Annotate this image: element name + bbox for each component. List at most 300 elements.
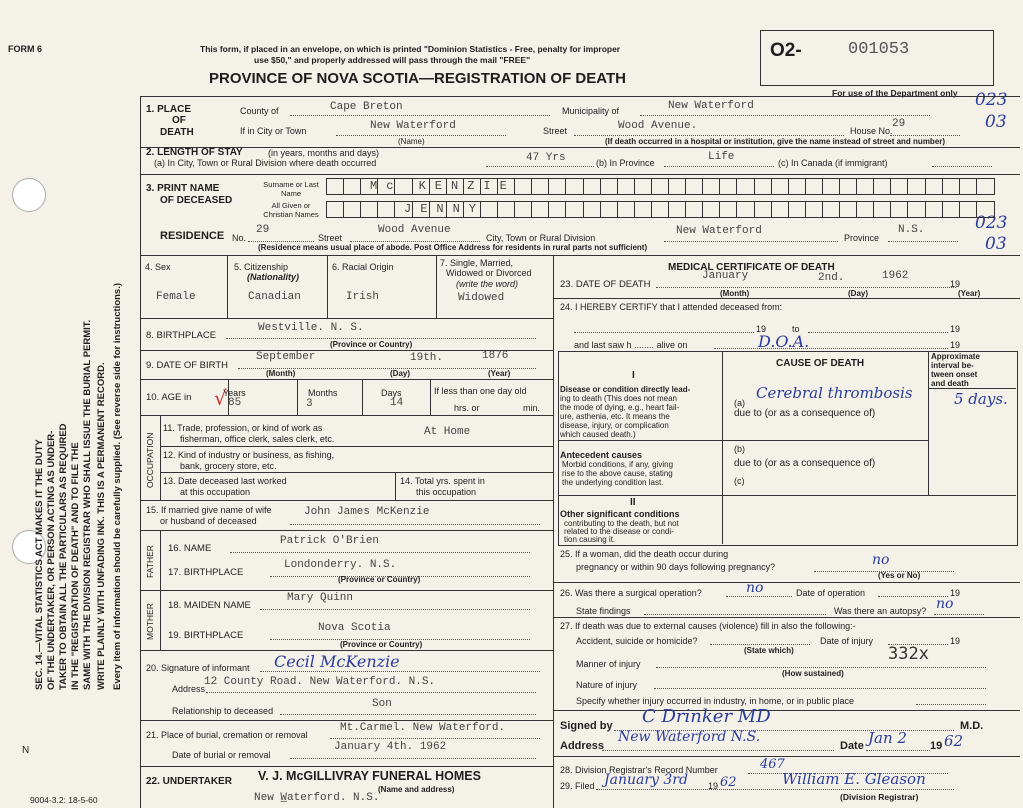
name-cell-divider <box>976 178 977 194</box>
name-cell-divider <box>907 178 908 194</box>
autopsy-line <box>934 614 984 615</box>
name-cell-divider <box>942 178 943 194</box>
rule-13 <box>140 720 553 721</box>
name-caption: (Name) <box>398 137 425 146</box>
name-cell-divider <box>959 178 960 194</box>
registration-number: 001053 <box>848 40 910 59</box>
roman-2: II <box>630 497 636 508</box>
side-instruction-7: Every item of information should be carefully supplied. (See reverse side for instructions.) <box>112 282 123 690</box>
injury-date-label: Date of injury <box>820 636 874 646</box>
mother-sep <box>160 590 161 650</box>
record-value: 467 <box>760 757 785 772</box>
dept-code-4: 03 <box>985 234 1007 254</box>
municipality-value: New Waterford <box>668 100 754 112</box>
cause-approx-rule <box>928 388 1016 389</box>
signer-address: New Waterford N.S. <box>618 729 761 745</box>
med-rule-3 <box>553 617 1020 618</box>
occ-11a: 11. Trade, profession, or kind of work as <box>163 423 323 433</box>
med-rule-1 <box>553 298 1020 299</box>
dob-day: 19th. <box>410 352 444 364</box>
mail-notice-1: This form, if placed in an envelope, on which is printed "Dominion Statistics - Free, penalty for improper <box>200 44 621 54</box>
rule-9 <box>140 500 553 501</box>
nature-line <box>654 688 986 689</box>
min-label: min. <box>523 403 541 413</box>
nature-label: Nature of injury <box>576 680 638 690</box>
hospital-note: (If death occurred in a hospital or institution, give the name instead of street and number) <box>605 137 946 146</box>
signed-nineteen: 19 <box>930 740 943 752</box>
occupation-sep <box>160 415 161 500</box>
col-4-sep <box>227 255 228 318</box>
name-cell-divider <box>702 178 703 194</box>
stay-c-line <box>932 166 992 167</box>
name-cell-divider <box>497 201 498 217</box>
mother-birth: Nova Scotia <box>318 622 391 634</box>
age-sep-3 <box>362 379 363 415</box>
findings-label: State findings <box>576 606 631 616</box>
mail-notice-2: use $50," and properly addressed will pass through the mail "FREE" <box>254 55 531 65</box>
residence-no-line <box>248 241 314 242</box>
autopsy-value: no <box>936 596 954 612</box>
cause-c-label: (c) <box>734 476 745 486</box>
name-cell-divider <box>856 178 857 194</box>
operation-date-label: Date of operation <box>796 588 866 598</box>
father-sep <box>160 530 161 590</box>
signed-date-line <box>866 750 930 751</box>
death-nineteen: 19 <box>950 279 961 289</box>
frame-left <box>140 96 141 808</box>
sex-label: 4. Sex <box>145 262 171 272</box>
name-cell-divider <box>805 201 806 217</box>
disease-1: Disease or condition directly lead- <box>560 385 691 394</box>
certify-nineteen-2: 19 <box>950 324 961 334</box>
disease-4: ure, asthenia, etc. It means the <box>560 412 670 421</box>
residence-street: Wood Avenue <box>378 224 451 236</box>
name-cell-divider <box>343 178 344 194</box>
surname-value: Mc KENZIE <box>370 179 516 193</box>
filed-nineteen: 19 <box>708 781 719 791</box>
burial-date: January 4th. 1962 <box>334 741 447 753</box>
side-instruction-1: SEC. 14.—VITAL STATISTICS ACT MAKES IT THE DUTY <box>34 439 45 690</box>
signed-address-line <box>602 750 834 751</box>
name-cell-divider <box>890 201 891 217</box>
citizenship-label: 5. Citizenship <box>234 262 289 272</box>
side-instruction-5: SAME WITH THE DIVISION REGISTRAR WHO SHALL ISSUE THE BURIAL PERMIT. <box>82 319 93 690</box>
name-cell-divider <box>531 201 532 217</box>
name-cell-divider <box>651 201 652 217</box>
name-cell-divider <box>583 178 584 194</box>
cause-a-value: Cerebral thrombosis <box>756 384 913 402</box>
death-year-caption: (Year) <box>958 289 981 298</box>
other-1: Other significant conditions <box>560 509 680 519</box>
injury-nineteen: 19 <box>950 636 961 646</box>
n-mark: N <box>22 745 30 756</box>
father-birth: Londonderry. N.S. <box>284 559 397 571</box>
signed-by-label: Signed by <box>560 720 613 732</box>
signer-signature: C Drinker MD <box>642 706 771 727</box>
less-label: If less than one day old <box>434 386 527 396</box>
name-cell-divider <box>548 178 549 194</box>
occ-sep-14 <box>395 472 396 500</box>
name-cell-divider <box>548 201 549 217</box>
occupation-side: OCCUPATION <box>145 432 155 488</box>
cause-sep-2 <box>928 351 929 495</box>
filed-year: 62 <box>720 775 737 790</box>
death-month: January <box>702 270 749 282</box>
occ-12a: 12. Kind of industry or business, as fishing, <box>163 450 335 460</box>
stay-b-line <box>664 166 774 167</box>
operation-value: no <box>746 580 764 596</box>
side-instruction-3: TAKER TO OBTAIN ALL THE PARTICULARS AS REQUIRED <box>58 423 69 690</box>
surname-label: Surname or Last Name <box>263 180 319 198</box>
findings-line <box>644 614 826 615</box>
dob-year: 1876 <box>482 350 509 362</box>
spouse-value: John James McKenzie <box>304 506 430 518</box>
occ-rule-2 <box>160 472 553 473</box>
informant-signature: Cecil McKenzie <box>274 652 400 671</box>
name-cell-divider <box>822 201 823 217</box>
med-rule-4 <box>553 710 1020 711</box>
cause-header: CAUSE OF DEATH <box>776 358 865 369</box>
name-cell-divider <box>634 201 635 217</box>
name-cell-divider <box>976 201 977 217</box>
name-cell-divider <box>377 201 378 217</box>
years-value: 85 <box>228 397 242 409</box>
split-line <box>553 255 554 808</box>
racial-label: 6. Racial Origin <box>332 262 394 272</box>
informant-address: 12 County Road. New Waterford. N.S. <box>204 676 436 688</box>
given-label: All Given or Christian Names <box>263 201 319 219</box>
dob-day-caption: (Day) <box>390 369 411 378</box>
external-label: 27. If death was due to external causes (violence) fill in also the following:- <box>560 621 856 631</box>
name-cell-divider <box>617 178 618 194</box>
burial-line <box>330 738 540 739</box>
cause-rule-2 <box>558 495 1016 496</box>
signed-address-label: Address <box>560 740 605 752</box>
disease-2: ing to death (This does not mean <box>560 394 677 403</box>
stay-c-label: (c) In Canada (if immigrant) <box>778 158 888 168</box>
residence-no: 29 <box>256 224 270 236</box>
punch-hole-top <box>12 178 46 212</box>
birthplace-label: 8. BIRTHPLACE <box>146 330 217 341</box>
due-to-2: due to (or as a consequence of) <box>734 458 876 469</box>
accident-label: Accident, suicide or homicide? <box>576 636 698 646</box>
stay-a-value: 47 Yrs <box>526 152 566 164</box>
antecedent-2: Morbid conditions, if any, giving <box>562 460 674 469</box>
informant-line <box>260 671 540 672</box>
mother-side: MOTHER <box>145 603 155 640</box>
name-cell-divider <box>685 178 686 194</box>
city-value: New Waterford <box>370 120 456 132</box>
cause-b-label: (b) <box>734 444 745 454</box>
stay-a-label: (a) In City, Town or Rural Division where death occurred <box>154 158 377 168</box>
yes-no-caption: (Yes or No) <box>878 571 921 580</box>
undertaker-caption: (Name and address) <box>378 785 455 794</box>
antecedent-4: the underlying condition last. <box>562 478 664 487</box>
burial-date-label: Date of burial or removal <box>172 750 271 760</box>
side-instruction-2: OF THE UNDERTAKER, OR PERSON ACTING AS UNDER- <box>46 430 57 690</box>
house-value: 29 <box>892 118 906 130</box>
certify-to: to <box>792 324 800 334</box>
cause-sep-1 <box>722 351 723 544</box>
death-date-line <box>656 287 956 288</box>
operation-line <box>726 596 792 597</box>
marital-value: Widowed <box>458 292 505 304</box>
undertaker-name: V. J. McGILLIVRAY FUNERAL HOMES <box>258 769 481 783</box>
occ-13b: at this occupation <box>180 487 251 497</box>
other-4: tion causing it. <box>564 535 616 544</box>
marital-label-2: Widowed or Divorced <box>446 268 532 278</box>
residence-city-label: City, Town or Rural Division <box>486 233 596 243</box>
father-name-label: 16. NAME <box>168 543 212 554</box>
street-value: Wood Avenue. <box>618 120 698 132</box>
name-cell-divider <box>565 201 566 217</box>
occ-rule-1 <box>160 446 553 447</box>
registration-prefix: O2- <box>770 40 802 61</box>
months-label: Months <box>308 388 338 398</box>
informant-address-line <box>206 692 536 693</box>
other-3: related to the disease or condi- <box>564 527 674 536</box>
spouse-label-1: 15. If married give name of wife <box>146 505 272 515</box>
birthplace-value: Westville. N. S. <box>258 322 364 334</box>
name-cell-divider <box>788 178 789 194</box>
street-line <box>574 135 844 136</box>
medical-header: MEDICAL CERTIFICATE OF DEATH <box>668 262 835 273</box>
other-2: contributing to the death, but not <box>564 519 679 528</box>
birthplace-caption: (Province or Country) <box>330 340 413 349</box>
certify-from-line <box>574 332 754 333</box>
residence-street-line <box>350 241 480 242</box>
form-code: 9004-3.2: 18-5-60 <box>30 795 98 805</box>
dob-year-caption: (Year) <box>488 369 511 378</box>
name-cell-divider <box>600 178 601 194</box>
name-cell-divider <box>839 201 840 217</box>
name-cell-divider <box>907 201 908 217</box>
age-check: √ <box>214 386 227 410</box>
certify-to-line <box>808 332 948 333</box>
residence-street-label: Street <box>318 233 343 243</box>
municipality-label: Municipality of <box>562 106 620 116</box>
filed-date: January 3rd <box>604 772 688 788</box>
how-caption: (How sustained) <box>782 669 844 678</box>
rule-5 <box>140 318 553 319</box>
name-cell-divider <box>925 178 926 194</box>
place-death: DEATH <box>160 127 194 138</box>
side-instruction-6: WRITE PLAINLY WITH UNFADING INK. THIS IS A PERMANENT RECORD. <box>96 362 107 690</box>
stay-label: 2. LENGTH OF STAY <box>146 147 243 158</box>
municipality-line <box>640 115 930 116</box>
certify-label: 24. I HEREBY CERTIFY that I attended deceased from: <box>560 302 783 312</box>
last-seen-line <box>714 348 948 349</box>
place-of: OF <box>172 115 186 126</box>
dept-code-1: 023 <box>975 90 1008 110</box>
name-cell-divider <box>719 178 720 194</box>
filed-line <box>596 789 954 790</box>
approx-3: tween onset <box>931 370 978 379</box>
informant-address-label: Address <box>172 684 206 694</box>
approx-1: Approximate <box>931 352 980 361</box>
name-cell-divider <box>531 178 532 194</box>
relationship-line <box>280 714 536 715</box>
col-6-sep <box>436 255 437 318</box>
rule-11 <box>140 590 553 591</box>
rule-4 <box>140 255 1020 256</box>
residence-province-label: Province <box>844 233 880 243</box>
manner-label: Manner of injury <box>576 659 641 669</box>
rule-7 <box>140 379 553 380</box>
signed-date-label: Date <box>840 740 864 752</box>
name-cell-divider <box>360 178 361 194</box>
cause-rule-1 <box>558 440 928 441</box>
relationship-value: Son <box>372 698 392 710</box>
undertaker-address: New W̲aterford. N.S. <box>254 792 380 804</box>
occ-14b: this occupation <box>416 487 477 497</box>
roman-1: I <box>632 370 635 381</box>
dob-label: 9. DATE OF BIRTH <box>146 360 228 371</box>
mother-name-line <box>260 609 530 610</box>
name-cell-divider <box>754 201 755 217</box>
rule-1 <box>140 96 1020 97</box>
dept-code-3: 023 <box>975 213 1008 233</box>
interval-a-value: 5 days. <box>954 390 1008 408</box>
city-line <box>336 135 506 136</box>
marital-label-1: 7. Single, Married, <box>440 258 514 268</box>
pregnancy-label-1: 25. If a woman, did the death occur during <box>560 549 729 559</box>
father-name-line <box>230 552 530 553</box>
city-label: If in City or Town <box>240 126 307 136</box>
name-cell-divider <box>617 201 618 217</box>
birthplace-line <box>226 338 536 339</box>
mother-birth-label: 19. BIRTHPLACE <box>168 630 244 641</box>
name-cell-divider <box>839 178 840 194</box>
name-cell-divider <box>600 201 601 217</box>
md-label: M.D. <box>960 720 984 732</box>
name-label-2: OF DECEASED <box>160 195 233 206</box>
citizenship-value: Canadian <box>248 291 301 303</box>
rule-14 <box>140 766 553 767</box>
pregnancy-value: no <box>872 552 890 568</box>
rule-8 <box>140 415 553 416</box>
informant-label: 20. Signature of informant <box>146 663 250 673</box>
name-cell-divider <box>736 201 737 217</box>
name-cell-divider <box>394 201 395 217</box>
antecedent-1: Antecedent causes <box>560 450 643 460</box>
residence-city-line <box>664 241 838 242</box>
occ-13a: 13. Date deceased last worked <box>163 476 287 486</box>
name-cell-divider <box>890 178 891 194</box>
name-cell-divider <box>668 201 669 217</box>
years-label: Years <box>223 388 246 398</box>
name-cell-divider <box>788 201 789 217</box>
med-rule-2 <box>553 582 1020 583</box>
med-rule-5 <box>553 756 1020 757</box>
approx-4: and death <box>931 379 969 388</box>
disease-3: the mode of dying, e.g., heart fail- <box>560 403 680 412</box>
undertaker-label: 22. UNDERTAKER <box>146 776 232 787</box>
cause-code: 332x <box>888 644 929 664</box>
residence-city: New Waterford <box>676 225 762 237</box>
last-seen-nineteen: 19 <box>950 340 961 350</box>
manner-line <box>656 667 986 668</box>
sex-value: Female <box>156 291 196 303</box>
occ-11-value: At Home <box>424 426 471 438</box>
form-title: PROVINCE OF NOVA SCOTIA—REGISTRATION OF DEATH <box>209 70 626 87</box>
burial-label: 21. Place of burial, cremation or removal <box>146 730 308 740</box>
signed-date: Jan 2 <box>868 729 907 747</box>
citizenship-sub: (Nationality) <box>247 272 300 282</box>
relationship-label: Relationship to deceased <box>172 706 274 716</box>
days-label: Days <box>381 388 402 398</box>
given-value: JENNY <box>404 202 486 216</box>
residence-label: RESIDENCE <box>160 230 225 242</box>
form-label: FORM 6 <box>8 44 43 54</box>
rule-3 <box>140 174 1020 175</box>
name-cell-divider <box>668 178 669 194</box>
name-cell-divider <box>822 178 823 194</box>
specify-line <box>916 704 986 705</box>
place-label: 1. PLACE <box>146 104 192 115</box>
age-label: 10. AGE in <box>146 392 192 403</box>
registrar-signature: William E. Gleason <box>782 770 926 788</box>
operation-label: 26. Was there a surgical operation? <box>560 588 702 598</box>
street-label: Street <box>543 126 568 136</box>
department-use-label: For use of the Department only <box>832 88 958 98</box>
antecedent-3: rise to the above cause, stating <box>562 469 673 478</box>
rule-10 <box>140 530 553 531</box>
occ-14a: 14. Total yrs. spent in <box>400 476 485 486</box>
residence-province: N.S. <box>898 224 925 236</box>
name-cell-divider <box>583 201 584 217</box>
pregnancy-label-2: pregnancy or within 90 days following pregnancy? <box>576 562 776 572</box>
age-sep-4 <box>430 379 431 415</box>
dob-month: September <box>256 351 316 363</box>
signed-year: 62 <box>944 732 964 750</box>
death-year: 1962 <box>882 270 909 282</box>
racial-value: Irish <box>346 291 380 303</box>
name-cell-divider <box>959 201 960 217</box>
hrs-label: hrs. or <box>454 403 480 413</box>
name-cell-divider <box>771 178 772 194</box>
age-sep-2 <box>297 379 298 415</box>
name-cell-divider <box>685 201 686 217</box>
name-cell-divider <box>805 178 806 194</box>
name-cell-divider <box>343 201 344 217</box>
occ-11b: fisherman, office clerk, sales clerk, etc. <box>180 434 335 444</box>
dob-month-caption: (Month) <box>266 369 296 378</box>
residence-province-line <box>888 241 958 242</box>
approx-2: interval be- <box>931 361 974 370</box>
autopsy-label: Was there an autopsy? <box>834 606 927 616</box>
death-month-caption: (Month) <box>720 289 750 298</box>
name-cell-divider <box>873 201 874 217</box>
stay-b-value: Life <box>708 151 735 163</box>
name-cell-divider <box>634 178 635 194</box>
stay-a-line <box>486 166 594 167</box>
days-value: 14 <box>390 397 404 409</box>
state-which: (State which) <box>744 646 794 655</box>
residence-no-label: No. <box>232 233 247 243</box>
name-cell-divider <box>873 178 874 194</box>
death-day: 2nd. <box>818 272 845 284</box>
father-name: Patrick O'Brien <box>280 535 380 547</box>
cause-a-label: (a) <box>734 398 745 408</box>
specify-label: Specify whether injury occurred in industry, in home, or in public place <box>576 696 854 706</box>
record-label: 28. Division Registrar's Record Number <box>560 765 718 775</box>
residence-note: (Residence means usual place of abode. Post Office Address for residents in rural parts not sufficient) <box>258 243 648 252</box>
rule-12 <box>140 650 553 651</box>
burial-place: Mt.Carmel. New Waterford. <box>340 722 506 734</box>
name-label-1: 3. PRINT NAME <box>146 183 220 194</box>
county-line <box>290 115 550 116</box>
